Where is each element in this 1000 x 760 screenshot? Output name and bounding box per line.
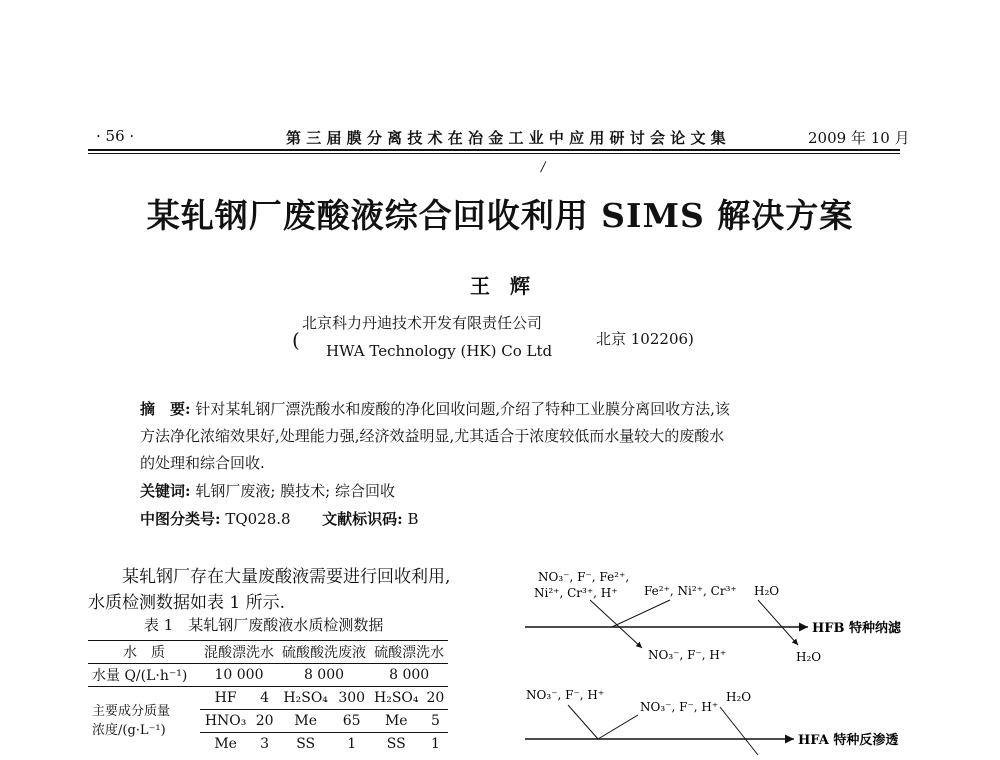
issue-date: 2009 年 10 月 <box>808 129 910 147</box>
page-number: · 56 · <box>96 127 135 145</box>
stray-mark: / <box>541 160 546 175</box>
table-row-label-1: 主要成分质量 <box>92 704 171 719</box>
hfb-arrow-right <box>758 600 798 645</box>
abstract-line2: 方法净化浓缩效果好,处理能力强,经济效益明显,尤其适合于浓度较低而水量较大的废酸水 <box>140 427 725 445</box>
table-cell: HNO₃ <box>200 710 251 733</box>
table-cell: Me <box>370 710 423 733</box>
table-cell: Me <box>200 733 251 756</box>
table-header-row <box>88 641 448 664</box>
abstract-line1 <box>140 398 730 419</box>
affiliation-line1: 北京科力丹迪技术开发有限责任公司 <box>302 314 543 332</box>
table-cell: 20 <box>251 710 278 733</box>
table-cell: 5 <box>423 710 449 733</box>
table-cell: 1 <box>333 733 370 756</box>
affiliation-line2: HWA Technology (HK) Co Ltd <box>326 342 553 360</box>
table-cell: 4 <box>251 687 278 710</box>
table-row <box>88 687 448 710</box>
abstract-line3: 的处理和综合回收. <box>140 454 265 472</box>
abstract-text-1: 针对某轧钢厂漂洗酸水和废酸的净化回收问题,介绍了特种工业膜分离回收方法,该 <box>195 400 730 418</box>
table-cell: SS <box>278 733 333 756</box>
abstract-label: 摘 要: <box>140 400 191 418</box>
table-cell: 8 000 <box>278 664 370 687</box>
table-cell: H₂SO₄ <box>278 687 333 710</box>
table-cell: 水量 Q/(L·h⁻¹) <box>88 664 200 687</box>
table-header-cell: 混酸漂洗水 <box>200 641 278 664</box>
header-rule-thick <box>88 149 900 151</box>
hfb-arrow-left <box>590 600 642 648</box>
process-figure <box>520 555 920 760</box>
table-cell: SS <box>370 733 423 756</box>
table-cell: 300 <box>333 687 370 710</box>
journal-title: 第 三 届 膜 分 离 技 术 在 冶 金 工 业 中 应 用 研 讨 会 论 文 集 <box>286 129 726 147</box>
table-header-cell: 硫酸漂洗水 <box>370 641 448 664</box>
table-cell: 1 <box>423 733 449 756</box>
table-cell: Me <box>278 710 333 733</box>
hfa-input-mid: NO₃⁻, F⁻, H⁺ <box>640 700 719 714</box>
hfb-input-right: H₂O <box>754 584 780 598</box>
table-cell: 65 <box>333 710 370 733</box>
hfb-input-left-1: NO₃⁻, F⁻, Fe²⁺, <box>538 570 630 584</box>
hfa-arrow-right <box>720 707 758 755</box>
author-name: 王 辉 <box>470 274 530 298</box>
table-row-label <box>88 687 200 756</box>
paper-title: 某轧钢厂废酸液综合回收利用 SIMS 解决方案 <box>146 196 854 235</box>
keywords <box>140 480 395 501</box>
hfb-label: HFB 特种纳滤 <box>812 621 902 636</box>
table-cell: 3 <box>251 733 278 756</box>
hfb-input-mid: Fe²⁺, Ni²⁺, Cr³⁺ <box>644 584 737 598</box>
table-cell: 20 <box>423 687 449 710</box>
hfa-label: HFA 特种反渗透 <box>798 733 899 748</box>
table-header-cell: 水 质 <box>88 641 200 664</box>
hfa-input-right: H₂O <box>726 690 752 704</box>
keywords-label: 关键词: <box>140 482 191 500</box>
affiliation-city: 北京 102206) <box>596 330 694 348</box>
hfb-output-right: H₂O <box>796 650 822 664</box>
table-cell: 10 000 <box>200 664 278 687</box>
hfb-input-left-2: Ni²⁺, Cr³⁺, H⁺ <box>534 586 618 600</box>
table-cell: HF <box>200 687 251 710</box>
header-rule-thin <box>88 153 900 154</box>
affiliation-paren: ( <box>292 328 300 352</box>
keywords-text: 轧钢厂废液; 膜技术; 综合回收 <box>195 482 395 500</box>
table-cell: H₂SO₄ <box>370 687 423 710</box>
classification <box>140 508 419 529</box>
doc-code-value: B <box>407 510 419 528</box>
table-row <box>88 664 448 687</box>
table-row-label-2: 浓度/(g·L⁻¹) <box>92 723 166 738</box>
table-header-cell: 硫酸酸洗废液 <box>278 641 370 664</box>
hfb-arrow-reject <box>612 600 670 627</box>
table-caption: 表 1 某轧钢厂废酸液水质检测数据 <box>144 616 384 634</box>
doc-code-label: 文献标识码: <box>322 510 403 528</box>
hfa-input-left: NO₃⁻, F⁻, H⁺ <box>526 688 605 702</box>
table1 <box>88 640 448 755</box>
body-line2: 水质检测数据如表 1 所示. <box>88 593 286 613</box>
hfa-arrow-reject <box>598 715 638 739</box>
classification-value: TQ028.8 <box>225 510 291 528</box>
table-cell: 8 000 <box>370 664 448 687</box>
hfa-arrow-left <box>568 705 598 739</box>
hfb-output-mid: NO₃⁻, F⁻, H⁺ <box>648 648 727 662</box>
classification-label: 中图分类号: <box>140 510 221 528</box>
body-line1: 某轧钢厂存在大量废酸液需要进行回收利用, <box>122 567 451 587</box>
